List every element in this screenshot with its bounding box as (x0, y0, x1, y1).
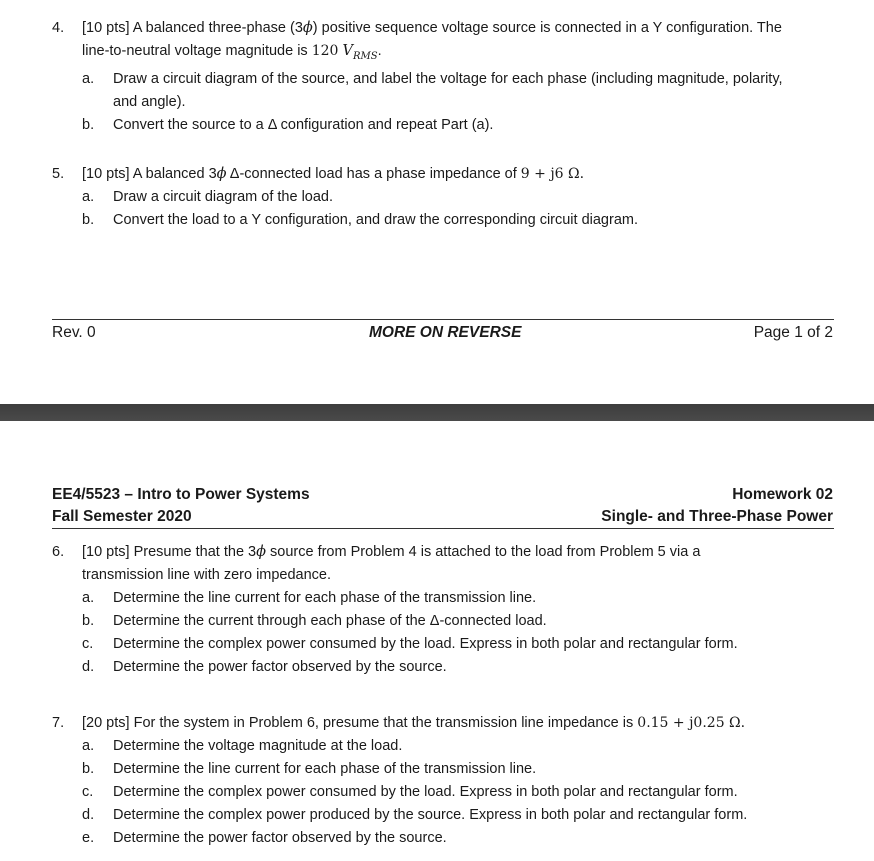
footer-page-number: Page 1 of 2 (753, 324, 833, 341)
sub-label: c. (82, 636, 94, 652)
problem-7e (82, 827, 857, 850)
problem-7d (82, 804, 857, 827)
rms-subscript: RMS (352, 50, 378, 62)
sub-text: Draw a circuit diagram of the load. (113, 189, 334, 205)
impedance-value: 0.15 + j0.25 Ω. (637, 715, 746, 731)
sub-text: Determine the line current for each phase of the transmission line. (113, 761, 537, 777)
problem-4a (82, 68, 857, 91)
problem-6-text-2: transmission line with zero impedance. (82, 567, 332, 583)
period: . (377, 43, 382, 59)
sub-text: Determine the power factor observed by the source. (113, 830, 447, 846)
sub-text: Determine the line current for each phase of the transmission line. (113, 590, 537, 606)
sub-text: and angle). (113, 93, 186, 110)
problem-text: [10 pts] A balanced three-phase (3 (82, 20, 303, 36)
footer-more-on-reverse: MORE ON REVERSE (369, 324, 522, 341)
sub-text: Determine the power factor observed by the source. (113, 659, 447, 675)
page-divider (0, 404, 874, 421)
problem-number: 6. (52, 544, 65, 560)
sub-label: b. (82, 212, 95, 228)
problem-7-text (82, 712, 857, 735)
sub-label: d. (82, 807, 95, 823)
voltage-unit: V (342, 43, 353, 59)
sub-text: Determine the complex power produced by the source. Express in both polar and rectangular form. (113, 807, 748, 823)
problem-6-text (82, 541, 857, 564)
problem-4-text (82, 17, 857, 40)
semester: Fall Semester 2020 (52, 508, 192, 525)
problem-number: 5. (52, 166, 65, 182)
sub-text: Draw a circuit diagram of the source, and label the voltage for each phase (including magnitude, polarity, (113, 70, 783, 87)
assignment-title: Homework 02 (732, 486, 833, 503)
sub-label: d. (82, 659, 95, 675)
problem-6c (82, 633, 857, 656)
problem-6b (82, 610, 857, 633)
sub-label: a. (82, 738, 95, 754)
problem-5b (82, 209, 857, 232)
sub-label: b. (82, 116, 95, 133)
footer-revision: Rev. 0 (52, 324, 96, 341)
sub-text: Determine the current through each phase of the Δ-connected load. (113, 613, 547, 629)
problem-6d (82, 656, 857, 679)
impedance-value: 9 + j6 Ω. (520, 166, 585, 182)
sub-label: c. (82, 784, 94, 800)
page-1 (0, 0, 874, 404)
problem-4b (82, 114, 857, 137)
sub-label: b. (82, 761, 95, 777)
phi-symbol: ϕ (256, 544, 266, 560)
problem-7a (82, 735, 857, 758)
phi-symbol: ϕ (216, 166, 227, 182)
voltage-value: 120 (311, 43, 339, 59)
problem-text: ) positive sequence voltage source is connected in a Y configuration. The (312, 20, 782, 36)
header-rule (52, 528, 834, 529)
problem-number: 4. (52, 20, 65, 36)
problem-7c (82, 781, 857, 804)
course-title: EE4/5523 – Intro to Power Systems (52, 486, 310, 503)
sub-text: Determine the complex power consumed by the load. Express in both polar and rectangular form. (113, 636, 738, 652)
problem-text: [20 pts] For the system in Problem 6, presume that the transmission line impedance is (82, 715, 638, 731)
problem-4a-cont (82, 91, 857, 114)
footer-rule (52, 319, 834, 320)
sub-label: e. (82, 830, 95, 846)
sub-label: a. (82, 590, 95, 606)
sub-text: Determine the complex power consumed by the load. Express in both polar and rectangular form. (113, 784, 738, 800)
sub-label: a. (82, 189, 95, 205)
problem-4-text-2 (82, 40, 857, 68)
phi-symbol: ϕ (302, 20, 313, 36)
problem-7b (82, 758, 857, 781)
sub-text: Determine the voltage magnitude at the load. (113, 738, 403, 754)
problem-text: Δ-connected load has a phase impedance of (226, 166, 521, 182)
problem-text: line-to-neutral voltage magnitude is (82, 43, 312, 59)
problem-text: [10 pts] Presume that the 3 (82, 544, 257, 560)
problem-6a (82, 587, 857, 610)
sub-text: Convert the source to a Δ configuration and repeat Part (a). (113, 116, 494, 133)
assignment-topic: Single- and Three-Phase Power (601, 508, 833, 525)
problem-5a (82, 186, 857, 209)
problem-text: [10 pts] A balanced 3 (82, 166, 217, 182)
sub-label: b. (82, 613, 95, 629)
problem-5-text (82, 163, 857, 186)
problem-text: source from Problem 4 is attached to the load from Problem 5 via a (266, 544, 701, 560)
problem-number: 7. (52, 715, 65, 731)
sub-text: Convert the load to a Y configuration, and draw the corresponding circuit diagram. (113, 212, 638, 228)
sub-label: a. (82, 70, 95, 87)
